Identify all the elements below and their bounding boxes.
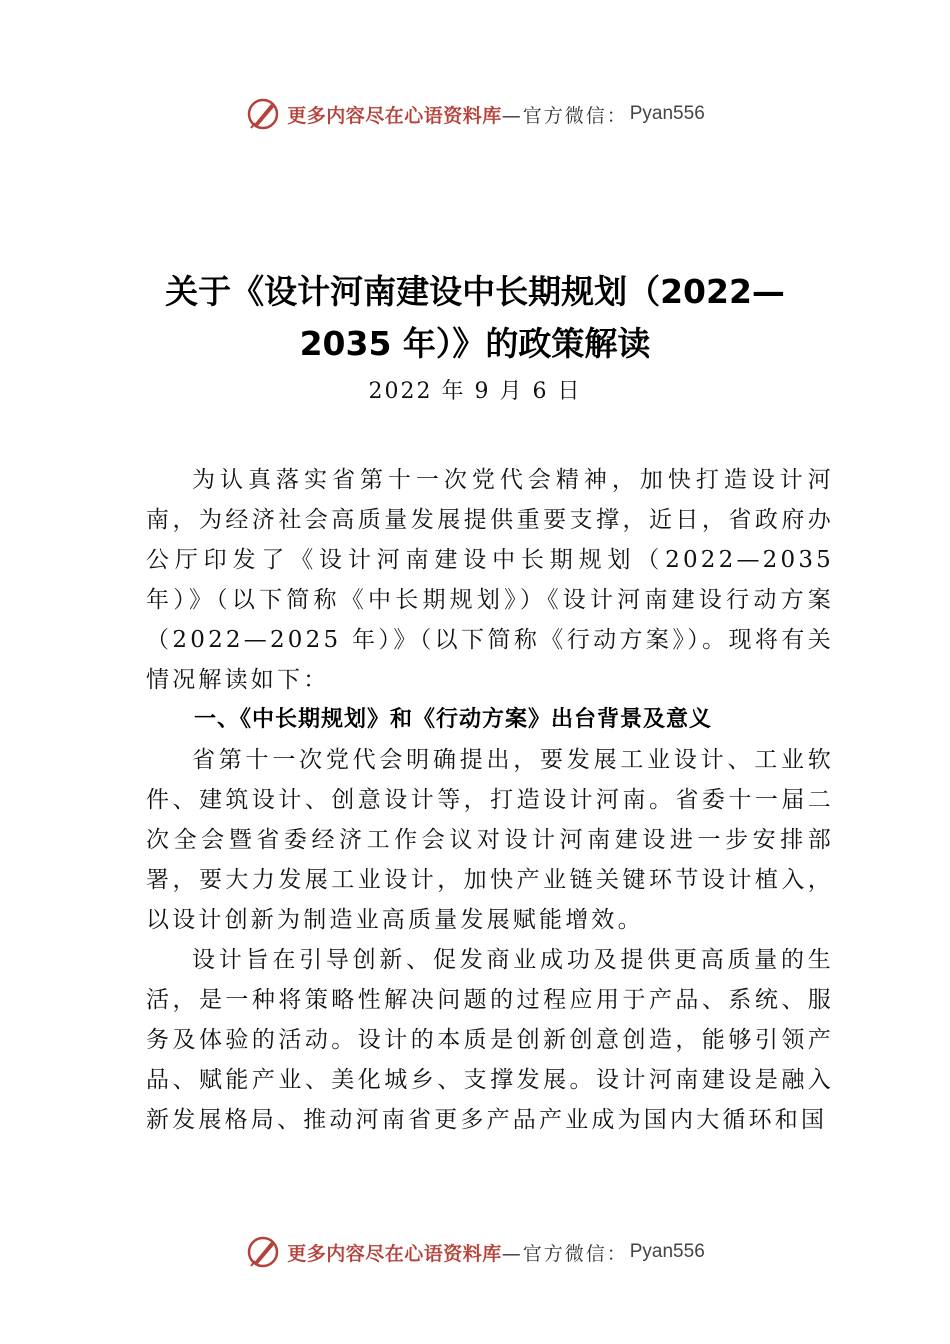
watermark-rest: —官方微信： [501, 1242, 628, 1265]
paragraph-background: 省第十一次党代会明确提出，要发展工业设计、工业软件、建筑设计、创意设计等，打造设计河南。省委十一届二次全会暨省委经济工作会议对设计河南建设进一步安排部署，要大力发展工业设计，加快产业链关键环节设计植入， 以设计创新为制造业高质量发展赋能增效。 [146, 747, 834, 933]
title-line-2: 2035 年）》的政策解读 [299, 324, 651, 363]
paragraph-design-purpose: 设计旨在引导创新、促发商业成功及提供更高质量的生活，是一种将策略性解决问题的过程应用于产品、系统、服务及体验的活动。设计的本质是创新创意创造，能够引领产品、赋能产业、美化城乡、支撑发展。设计河南建设是融入新发展格局、推动河南省更多产品产业成为国内大循环和国 [146, 947, 834, 1133]
document-body [146, 460, 834, 1140]
footer-watermark [0, 1232, 950, 1272]
watermark-brand: 更多内容尽在心语资料库 [287, 104, 502, 127]
watermark-rest: —官方微信： [501, 104, 628, 127]
quill-pen-logo-icon [245, 96, 281, 132]
paragraph-intro: 为认真落实省第十一次党代会精神，加快打造设计河南，为经济社会高质量发展提供重要支撑，近日，省政府办公厅印发了《设计河南建设中长期规划（2022—2035 年）》（以下简称《中长期规划》）《设计河南建设行动方案（2022—2025 年）》（以下简称《行动方案》）。现将有关情况解读如下： [146, 467, 834, 693]
header-watermark [0, 94, 950, 134]
section-heading-1: 一、《中长期规划》和《行动方案》出台背景及意义 [194, 707, 713, 732]
document-date: 2022 年 9 月 6 日 [368, 379, 582, 404]
watermark-wechat-id: Pyan556 [629, 1241, 705, 1262]
watermark-wechat-id: Pyan556 [629, 103, 705, 124]
watermark-brand: 更多内容尽在心语资料库 [287, 1242, 502, 1265]
document-title [100, 266, 850, 370]
quill-pen-logo-icon [245, 1234, 281, 1270]
title-line-1: 关于《设计河南建设中长期规划（2022— [165, 272, 785, 311]
